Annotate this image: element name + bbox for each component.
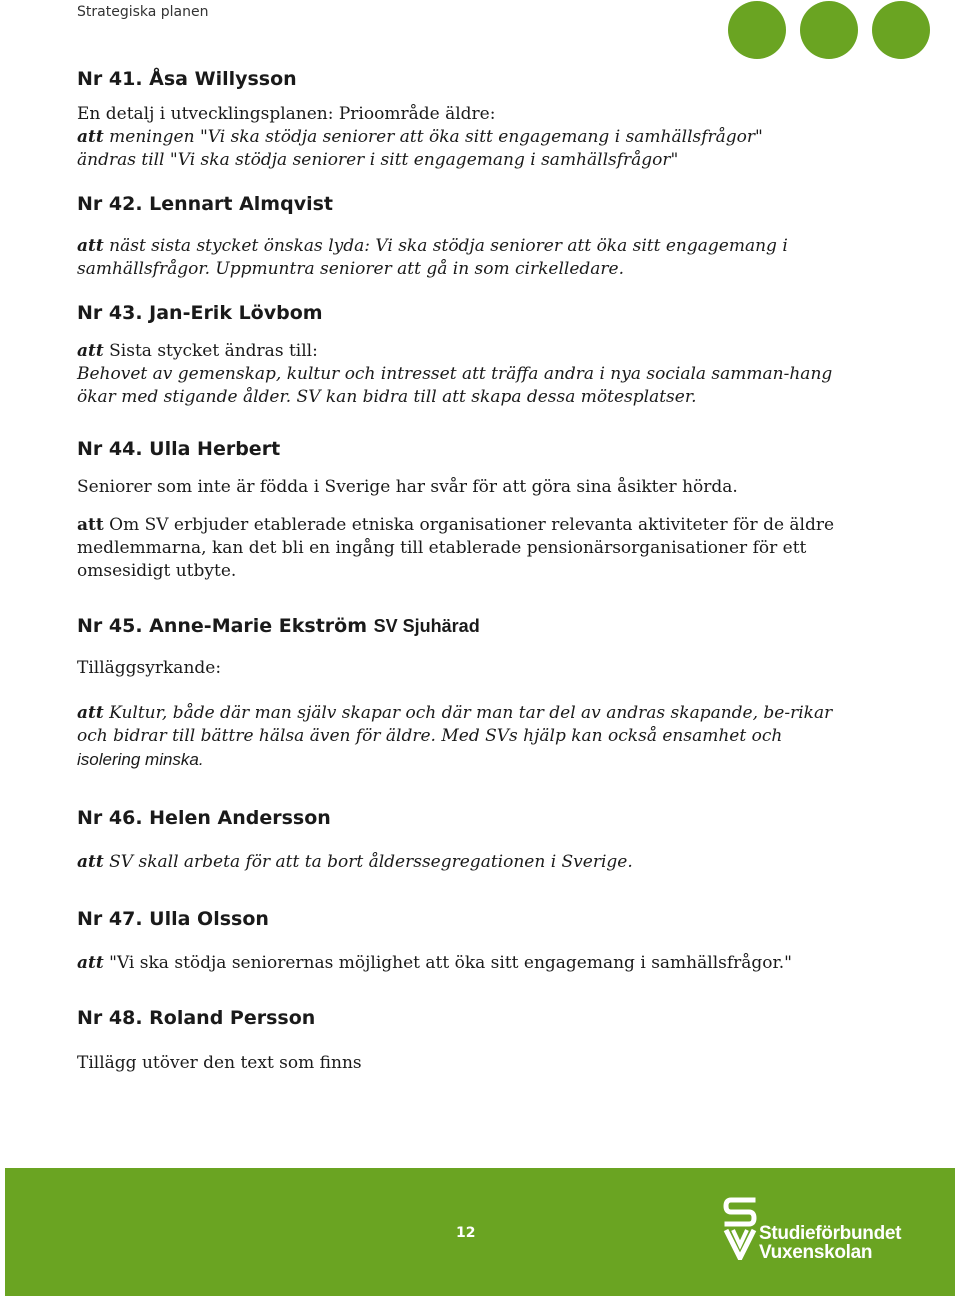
text-line: ändras till "Vi ska stödja seniorer i sitt engagemang i samhällsfrågor" xyxy=(77,150,679,170)
logo-line: Vuxenskolan xyxy=(759,1242,873,1263)
att-keyword: att xyxy=(77,703,104,723)
motion-text: Tilläggsyrkande: xyxy=(77,658,222,678)
footer-bar xyxy=(5,1168,955,1296)
att-keyword: att xyxy=(77,953,104,973)
motion-text xyxy=(77,702,847,772)
motion-heading xyxy=(77,613,877,639)
motion-43 xyxy=(77,300,877,409)
logo-line: Studieförbundet xyxy=(759,1223,902,1244)
text-line: . xyxy=(198,750,204,769)
header-decoration xyxy=(728,0,930,60)
motion-text xyxy=(77,103,877,172)
motion-heading: Nr 46. Helen Andersson xyxy=(77,807,331,829)
motion-text: Seniorer som inte är födda i Sverige har svår för att göra sina åsikter hörda. xyxy=(77,477,738,497)
text-line: Sista stycket ändras till: xyxy=(103,341,318,361)
document-body xyxy=(77,66,877,1075)
motion-text xyxy=(77,851,877,874)
att-keyword: att xyxy=(77,515,104,535)
motion-47 xyxy=(77,906,877,975)
green-circle-icon xyxy=(728,1,786,59)
motion-44 xyxy=(77,436,877,583)
header-title: Strategiska planen xyxy=(77,4,209,20)
green-circle-icon xyxy=(872,1,930,59)
motion-heading: Nr 41. Åsa Willysson xyxy=(77,68,297,90)
att-keyword: att xyxy=(77,341,104,361)
motion-45 xyxy=(77,613,877,772)
text-line: SV skall arbeta för att ta bort ålderssegregationen i Sverige. xyxy=(103,852,633,872)
heading-suffix: SV Sjuhärad xyxy=(373,616,480,636)
motion-text xyxy=(77,952,877,975)
att-keyword: att xyxy=(77,236,104,256)
text-line: Behovet av gemenskap, kultur och intresset att träffa andra i nya sociala samman-hang ökar med stigande ålder. SV kan bidra till att skapa dessa mötesplatser. xyxy=(77,364,833,407)
motion-heading: Nr 44. Ulla Herbert xyxy=(77,438,281,460)
heading-name: Nr 45. Anne-Marie Ekström xyxy=(77,615,368,637)
sv-logo-icon xyxy=(723,1196,757,1260)
page-number: 12 xyxy=(456,1225,476,1241)
motion-text: Tillägg utöver den text som finns xyxy=(77,1053,362,1073)
motion-46 xyxy=(77,805,877,874)
motion-heading: Nr 47. Ulla Olsson xyxy=(77,908,269,930)
motion-heading: Nr 42. Lennart Almqvist xyxy=(77,193,333,215)
motion-heading: Nr 43. Jan-Erik Lövbom xyxy=(77,302,323,324)
motion-heading: Nr 48. Roland Persson xyxy=(77,1007,316,1029)
text-line: "Vi ska stödja seniorernas möjlighet att öka sitt engagemang i samhällsfrågor." xyxy=(103,953,793,973)
text-line: meningen "Vi ska stödja seniorer att öka sitt engagemang i samhällsfrågor" xyxy=(103,127,763,147)
text-line: En detalj i utvecklingsplanen: Prioområde äldre: xyxy=(77,104,496,124)
text-line: Kultur, både där man själv skapar och där man tar del av andras skapande, be-rikar och bidrar till bättre hälsa även för äldre. Med SVs hjälp kan också ensamhet och xyxy=(77,703,833,746)
motion-41 xyxy=(77,66,877,172)
motion-text xyxy=(77,340,847,409)
att-keyword: att xyxy=(77,852,104,872)
motion-text xyxy=(77,235,837,281)
att-keyword: att xyxy=(77,127,104,147)
logo-wordmark xyxy=(759,1224,901,1262)
text-line: näst sista stycket önskas lyda: Vi ska stödja seniorer att öka sitt engagemang i samhällsfrågor. Uppmuntra seniorer att gå in som cirkelledare. xyxy=(77,236,788,279)
green-circle-icon xyxy=(800,1,858,59)
text-line: Om SV erbjuder etablerade etniska organisationer relevanta aktiviteter för de äldre medlemmarna, kan det bli en ingång till etablerade pensionärsorganisationer för ett omsesidigt utbyte. xyxy=(77,515,835,581)
motion-48 xyxy=(77,1005,877,1075)
motion-text xyxy=(77,514,857,583)
text-line: isolering minska xyxy=(77,750,199,769)
motion-42 xyxy=(77,191,877,281)
